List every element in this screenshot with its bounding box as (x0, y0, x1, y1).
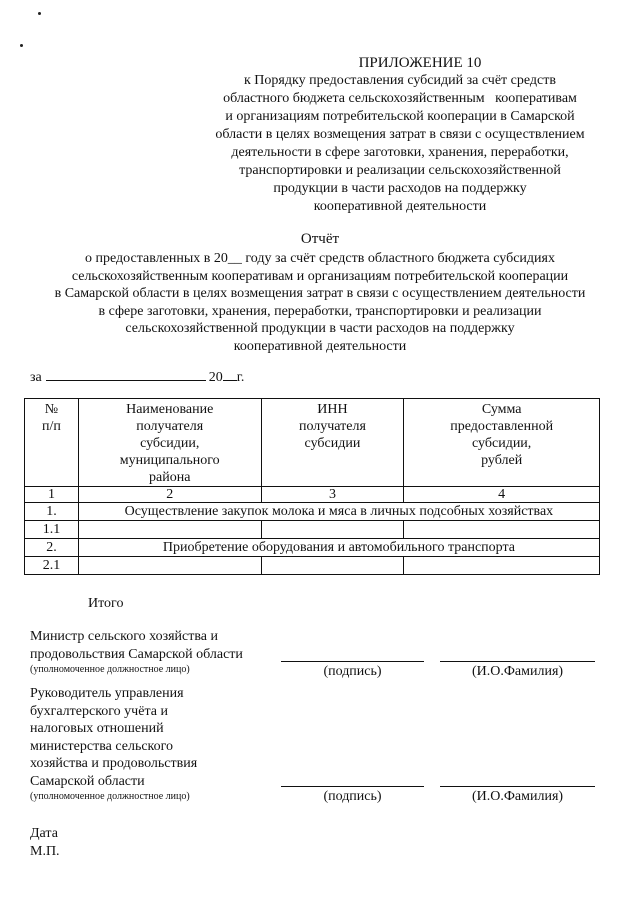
section-title: Приобретение оборудования и автомобильного транспорта (78, 539, 599, 557)
scan-dot-left (20, 44, 23, 47)
period-suffix: г. (236, 370, 245, 385)
appendix-line: транспортировки и реализации сельскохозяйственной (239, 163, 561, 178)
stamp-label: М.П. (30, 844, 60, 859)
period-year-blank[interactable] (223, 366, 237, 381)
footer-block (30, 825, 60, 861)
position-line: бухгалтерского учёта и (30, 703, 168, 719)
authorized-person-note: (уполномоченное должностное лицо) (30, 664, 190, 675)
subrow-number: 2.1 (25, 557, 79, 575)
authorized-person-note: (уполномоченное должностное лицо) (30, 791, 190, 802)
appendix-heading (190, 54, 610, 216)
signature-line-1[interactable] (281, 661, 424, 662)
position-line: продовольствия Самарской области (30, 646, 243, 662)
report-period (30, 366, 244, 386)
subsidy-table (24, 398, 600, 575)
column-number: 3 (261, 487, 404, 503)
signature-caption-2: (подпись) (323, 789, 382, 804)
column-number: 2 (78, 487, 261, 503)
header-cell-recipient: Наименование получателя субсидии, муниципального района (78, 399, 261, 487)
position-line: хозяйства и продовольствия (30, 756, 198, 771)
report-title: Отчёт (300, 231, 340, 247)
report-subtitle-line: в Самарской области в целях возмещения затрат в связи с осуществлением деятельности (54, 286, 586, 301)
report-subtitle-line: кооперативной деятельности (233, 338, 407, 354)
table-cell-amount[interactable] (404, 521, 600, 539)
signatory-2-position (30, 685, 197, 804)
table-cell-inn[interactable] (261, 557, 404, 575)
signature-line-2[interactable] (281, 786, 424, 787)
date-label: Дата (30, 826, 58, 841)
section-number: 2. (25, 539, 79, 557)
position-line: Самарской области (30, 773, 145, 789)
appendix-line: к Порядку предоставления субсидий за счёт средств (244, 73, 556, 88)
report-subtitle-line: о предоставленных в 20__ году за счёт средств областного бюджета субсидиях (85, 251, 555, 266)
appendix-line: области в целях возмещения затрат в связи с осуществлением (215, 127, 585, 142)
table-cell-inn[interactable] (261, 521, 404, 539)
signature-caption-1: (подпись) (323, 664, 382, 679)
total-label: Итого (88, 596, 124, 611)
header-cell-inn: ИНН получателя субсидии (261, 399, 404, 487)
column-number: 1 (25, 487, 79, 503)
appendix-line: продукции в части расходов на поддержку (273, 181, 527, 196)
table-cell-recipient[interactable] (78, 557, 261, 575)
header-cell-number: № п/п (25, 399, 79, 487)
report-subtitle-line: сельскохозяйственной продукции в части расходов на поддержку (125, 321, 515, 336)
scan-dot-top (38, 12, 41, 15)
table-cell-amount[interactable] (404, 557, 600, 575)
name-line-1[interactable] (440, 661, 595, 662)
name-line-2[interactable] (440, 786, 595, 787)
name-caption-2: (И.О.Фамилия) (471, 789, 564, 804)
appendix-line: кооперативной деятельности (313, 199, 487, 214)
report-subtitle-line: сельскохозяйственным кооперативам и организациям потребительской кооперации (71, 268, 569, 284)
section-number: 1. (25, 503, 79, 521)
period-prefix: за (30, 370, 42, 385)
subrow-number: 1.1 (25, 521, 79, 539)
section-row (25, 539, 600, 557)
header-cell-amount: Сумма предоставленной субсидии, рублей (404, 399, 600, 487)
appendix-line: областного бюджета сельскохозяйственным кооперативам (223, 91, 577, 106)
position-line: налоговых отношений (30, 721, 164, 736)
table-row (25, 557, 600, 575)
table-cell-recipient[interactable] (78, 521, 261, 539)
column-number-row (25, 487, 600, 503)
report-subtitle-line: в сфере заготовки, хранения, переработки, транспортировки и реализации (98, 303, 542, 319)
position-line: министерства сельского (30, 738, 174, 754)
appendix-line: деятельности в сфере заготовки, хранения, переработки, (231, 145, 569, 160)
period-year: 20 (208, 370, 223, 385)
signatory-1-position (30, 628, 243, 677)
period-blank-field[interactable] (46, 366, 206, 381)
name-caption-1: (И.О.Фамилия) (471, 664, 564, 679)
report-subtitle (20, 250, 620, 355)
position-line: Руководитель управления (30, 686, 184, 701)
appendix-title: ПРИЛОЖЕНИЕ 10 (358, 55, 482, 71)
table-header-row (25, 399, 600, 487)
table-row (25, 521, 600, 539)
column-number: 4 (404, 487, 600, 503)
position-line: Министр сельского хозяйства и (30, 629, 218, 644)
appendix-line: и организациям потребительской кооперации в Самарской (225, 109, 575, 124)
section-title: Осуществление закупок молока и мяса в личных подсобных хозяйствах (78, 503, 599, 521)
section-row (25, 503, 600, 521)
